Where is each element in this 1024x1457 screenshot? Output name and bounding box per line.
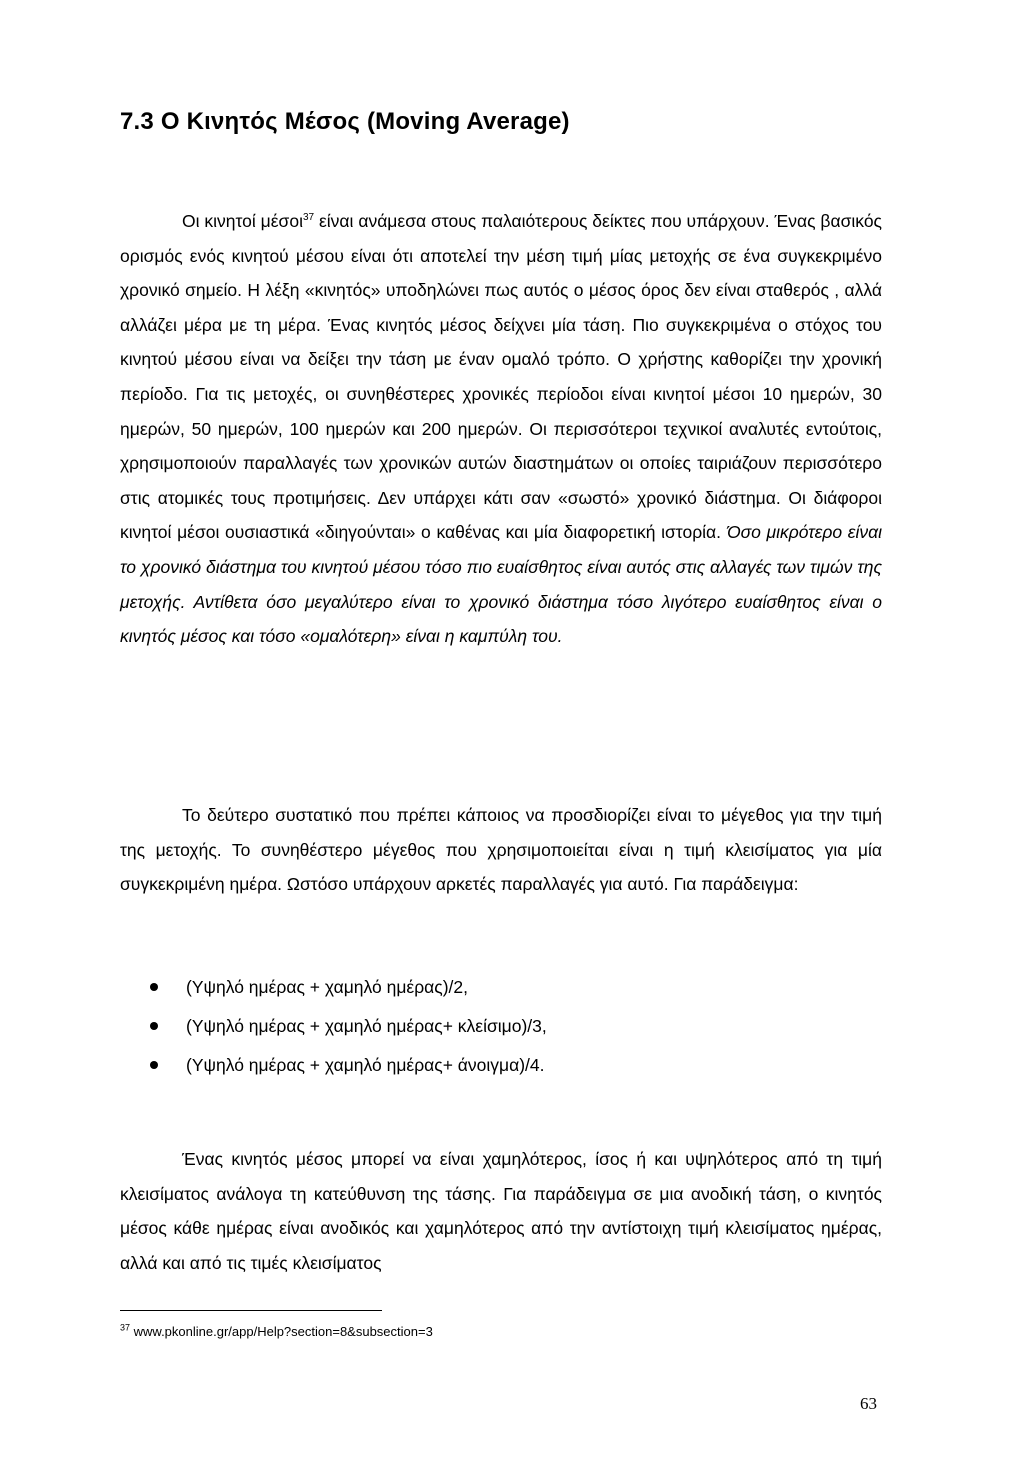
footnote [120, 1324, 433, 1339]
bullet-icon [150, 1022, 158, 1030]
list-item: (Υψηλό ημέρας + χαμηλό ημέρας+ άνοιγμα)/4. [150, 1046, 547, 1085]
footnote-number: 37 [120, 1322, 131, 1333]
list-item: (Υψηλό ημέρας + χαμηλό ημέρας+ κλείσιμο)/3, [150, 1007, 547, 1046]
paragraph-text: Οι κινητοί μέσοι [182, 211, 303, 231]
paragraph-trend-direction: Ένας κινητός μέσος μπορεί να είναι χαμηλότερος, ίσος ή και υψηλότερος από τη τιμή κλεισίματος ανάλογα τη κατεύθυνση της τάσης. Για παράδειγμα σε μια ανοδική τάση, ο κινητός μέσος κάθε ημέρας είναι ανοδικός και χαμηλότερος από την αντίστοιχη τιμή κλεισίματος ημέρας, αλλά και από τις τιμές κλεισίματος [120, 1149, 882, 1273]
footnote-reference[interactable]: 37 [302, 212, 315, 224]
bullet-icon [150, 983, 158, 991]
paragraph-price-component: Το δεύτερο συστατικό που πρέπει κάποιος να προσδιορίζει είναι το μέγεθος για την τιμή της μετοχής. Το συνηθέστερο μέγεθος που χρησιμοποιείται είναι η τιμή κλεισίματος για μία συγκεκριμένη ημέρα. Ωστόσο υπάρχουν αρκετές παραλλαγές για αυτό. Για παράδειγμα: [120, 805, 882, 895]
page-number: 63 [860, 1394, 877, 1413]
italic-text: Όσο μικρότερο είναι το χρονικό διάστημα του κινητού μέσου τόσο πιο ευαίσθητος είναι αυτός στις αλλαγές των τιμών της μετοχής. Αντίθετα όσο μεγαλύτερο είναι το χρονικό διάστημα τόσο λιγότερο ευαίσθητος είναι ο κινητός μέσος και τόσο «ομαλότερη» είναι η καμπύλη του. [120, 522, 882, 647]
footnote-link[interactable]: www.pkonline.gr/app/Help?section=8&subsection=3 [130, 1324, 433, 1339]
footnote-divider [120, 1310, 382, 1311]
list-item: (Υψηλό ημέρας + χαμηλό ημέρας)/2, [150, 968, 547, 1007]
bullet-icon [150, 1061, 158, 1069]
paragraph-text: είναι ανάμεσα στους παλαιότερους δείκτες που υπάρχουν. Ένας βασικός ορισμός ενός κινητού μέσου είναι ότι αποτελεί την μέση τιμή μίας μετοχής σε ένα συγκεκριμένο χρονικό σημείο. Η λέξη «κινητός» υποδηλώνει πως αυτός ο μέσος όρος δεν είναι σταθερός , αλλά αλλάζει μέρα με τη μέρα. Ένας κινητός μέσος δείχνει μία τάση. Πιο συγκεκριμένα ο στόχος του κινητού μέσου είναι να δείξει την τάση με έναν ομαλό τρόπο. Ο χρήστης καθορίζει την χρονική περίοδο. Για τις μετοχές, οι συνηθέστερες χρονικές περίοδοι είναι κινητοί μέσοι 10 ημερών, 30 ημερών, 50 ημερών, 100 ημερών και 200 ημερών. Οι περισσότεροι τεχνικοί αναλυτές εντούτοις, χρησιμοποιούν παραλλαγές των χρονικών αυτών διαστημάτων οι οποίες ταιριάζουν περισσότερο στις ατομικές τους προτιμήσεις. Δεν υπάρχει κάτι σαν «σωστό» χρονικό διάστημα. Οι διάφοροι κινητοί μέσοι ουσιαστικά «διηγούνται» ο καθένας και μία διαφορετική ιστορία. [120, 211, 882, 543]
paragraph-moving-average-definition [120, 204, 882, 654]
formula-list [150, 968, 547, 1085]
section-heading: 7.3 Ο Κινητός Μέσος (Moving Average) [120, 108, 570, 135]
